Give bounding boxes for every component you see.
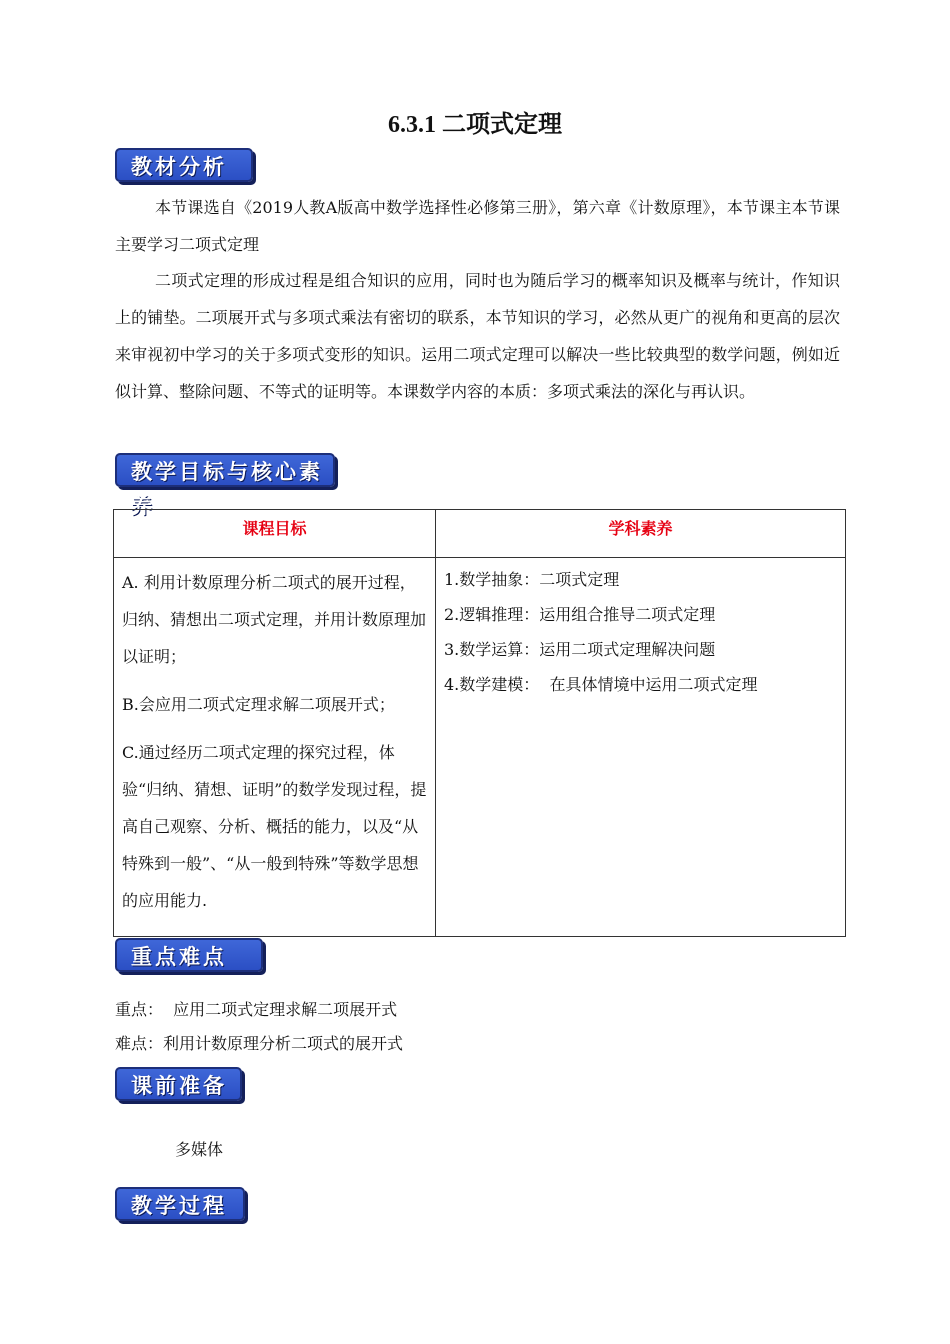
skill-4: 4.数学建模： 在具体情境中运用二项式定理 — [444, 675, 758, 694]
analysis-paragraph-2: 二项式定理的形成过程是组合知识的应用，同时也为随后学习的概率知识及概率与统计，作知识上的铺垫。二项展开式与多项式乘法有密切的联系，本节知识的学习，必然从更广的视角和更高的层次来审视初中学习的关于多项式变形的知识。运用二项式定理可以解决一些比较典型的数学问题，例如近似计算、整除问题、不等式的证明等。本课数学内容的本质：多项式乘法的深化与再认识。 — [115, 271, 840, 401]
difficult-point: 难点：利用计数原理分析二项式的展开式 — [115, 1034, 404, 1053]
key-point: 重点： 应用二项式定理求解二项展开式 — [115, 1000, 398, 1019]
section-badge-keypoints: 重点难点 — [115, 938, 263, 972]
goals-cell — [114, 558, 436, 937]
skill-3: 3.数学运算：运用二项式定理解决问题 — [444, 640, 716, 659]
page-title: 6.3.1 二项式定理 — [388, 112, 562, 138]
goal-b: B.会应用二项式定理求解二项展开式； — [122, 695, 395, 714]
section-badge-goals: 教学目标与核心素养 — [115, 453, 335, 487]
skill-1: 1.数学抽象：二项式定理 — [444, 570, 620, 589]
skills-cell — [436, 558, 846, 937]
section-badge-process: 教学过程 — [115, 1187, 245, 1221]
goals-table — [113, 509, 846, 937]
prep-text: 多媒体 — [175, 1140, 224, 1159]
header-subject-literacy: 学科素养 — [436, 510, 846, 558]
skill-2: 2.逻辑推理：运用组合推导二项式定理 — [444, 605, 716, 624]
section-badge-analysis: 教材分析 — [115, 148, 253, 182]
section-badge-prep: 课前准备 — [115, 1067, 242, 1101]
goal-c: C.通过经历二项式定理的探究过程，体验“归纳、猜想、证明”的数学发现过程，提高自己观察、分析、概括的能力，以及“从特殊到一般”、“从一般到特殊”等数学思想的应用能力. — [122, 743, 427, 910]
goal-a: A. 利用计数原理分析二项式的展开过程，归纳、猜想出二项式定理，并用计数原理加以证明； — [122, 573, 427, 666]
analysis-paragraph-1: 本节课选自《2019人教A版高中数学选择性必修第三册》，第六章《计数原理》，本节课主本节课主要学习二项式定理 — [115, 198, 840, 254]
header-course-goals: 课程目标 — [114, 510, 436, 558]
